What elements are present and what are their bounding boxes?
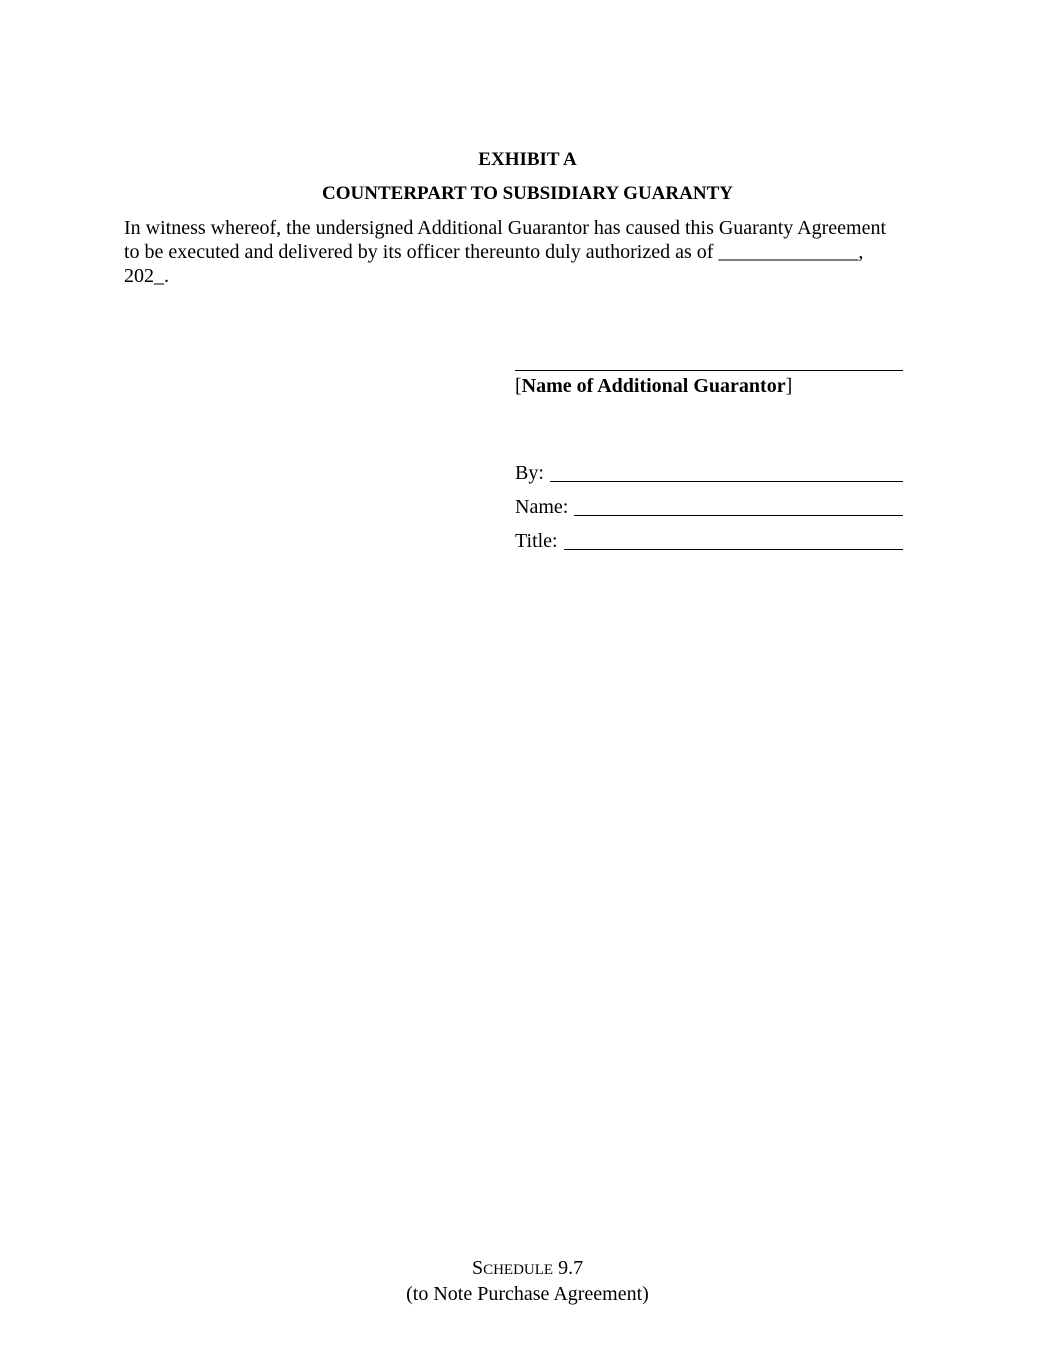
bracket-open: [ xyxy=(515,375,522,397)
witness-paragraph xyxy=(124,216,924,288)
schedule-reference xyxy=(0,1256,1055,1282)
schedule-word: CHEDULE xyxy=(483,1262,554,1278)
title-blank-line xyxy=(564,549,903,550)
name-signature-row xyxy=(515,493,903,519)
title-signature-row xyxy=(515,527,903,553)
bracket-close: ] xyxy=(785,375,793,397)
witness-line-3: 202_. xyxy=(124,265,169,287)
witness-line-1: In witness whereof, the undersigned Additional Guarantor has caused this Guaranty Agreement xyxy=(124,217,887,239)
schedule-initial: S xyxy=(471,1257,484,1279)
title-label: Title: xyxy=(515,530,558,552)
witness-line-2: to be executed and delivered by its officer thereunto duly authorized as of ______________, xyxy=(124,241,864,263)
name-blank-line xyxy=(574,515,903,516)
schedule-number: 9.7 xyxy=(553,1257,584,1279)
name-label: Name: xyxy=(515,496,569,518)
page-footer xyxy=(0,1256,1055,1306)
by-label: By: xyxy=(515,462,544,484)
exhibit-subtitle: COUNTERPART TO SUBSIDIARY GUARANTY xyxy=(322,183,733,204)
guarantor-name-text: Name of Additional Guarantor xyxy=(521,375,786,397)
footer-note: (to Note Purchase Agreement) xyxy=(406,1283,649,1305)
guarantor-signature-line xyxy=(515,370,903,371)
guarantor-name-placeholder xyxy=(515,374,792,398)
by-signature-row xyxy=(515,459,903,485)
exhibit-title: EXHIBIT A xyxy=(478,149,577,170)
by-blank-line xyxy=(550,481,903,482)
